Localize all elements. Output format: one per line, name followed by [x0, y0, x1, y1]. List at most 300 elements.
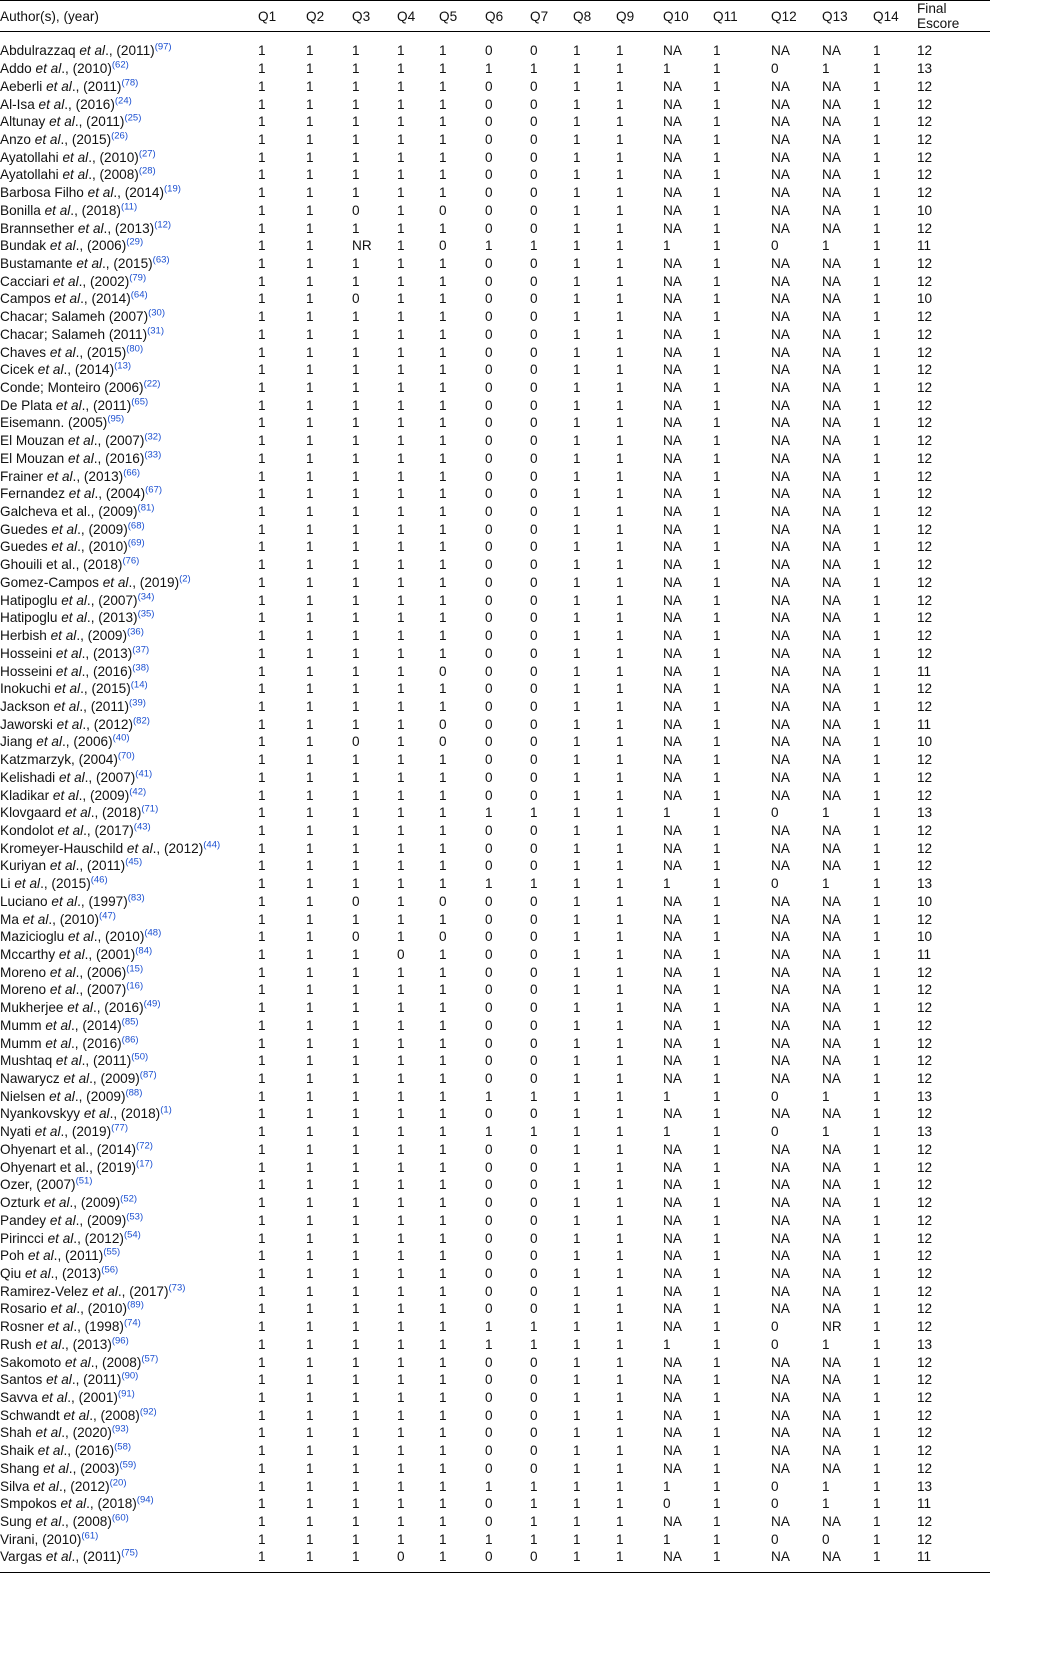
- year: (2007): [105, 433, 145, 449]
- author-cell: Jiang et al., (2006)$^{(40)}$: [0, 732, 130, 750]
- score-cell: 1: [573, 947, 581, 963]
- score-cell: NA: [663, 752, 682, 768]
- score-cell: NA: [771, 521, 790, 537]
- score-cell: 1: [616, 397, 624, 413]
- score-cell: 1: [352, 1053, 360, 1069]
- score-cell: 1: [873, 1514, 881, 1530]
- final-score-cell: 12: [917, 592, 933, 608]
- score-cell: 1: [397, 1177, 405, 1193]
- year: (2018): [83, 557, 123, 573]
- reference-link: (17): [136, 1158, 153, 1170]
- score-cell: 0: [439, 663, 447, 679]
- score-cell: 1: [306, 202, 314, 218]
- score-cell: 0: [530, 1195, 538, 1211]
- score-cell: 1: [616, 805, 624, 821]
- score-cell: NA: [663, 628, 682, 644]
- reference-link: (53): [126, 1211, 144, 1223]
- score-cell: 1: [616, 362, 624, 378]
- score-cell: 1: [573, 1088, 581, 1104]
- final-score-cell: 13: [917, 1088, 933, 1104]
- score-cell: 0: [530, 1159, 538, 1175]
- score-cell: NA: [771, 1017, 790, 1033]
- score-cell: NA: [822, 822, 841, 838]
- score-cell: 1: [397, 1265, 405, 1281]
- et-al: et al: [76, 255, 103, 271]
- year: (2015): [51, 876, 91, 892]
- year: (2010): [87, 1301, 127, 1317]
- table-row: [0, 751, 990, 769]
- score-cell: 1: [306, 78, 314, 94]
- year: (2013): [72, 1336, 112, 1352]
- score-cell: 1: [713, 1106, 721, 1122]
- score-cell: 1: [397, 468, 405, 484]
- score-cell: 0: [530, 1301, 538, 1317]
- table-row: [0, 1371, 990, 1389]
- score-cell: 0: [530, 291, 538, 307]
- score-cell: 0: [485, 1195, 493, 1211]
- score-cell: 1: [713, 1230, 721, 1246]
- score-cell: NA: [822, 716, 841, 732]
- score-cell: 1: [258, 787, 266, 803]
- author-name: Shah: [0, 1425, 32, 1441]
- final-score-cell: 12: [917, 1017, 933, 1033]
- score-cell: NA: [822, 1212, 841, 1228]
- score-cell: NA: [663, 131, 682, 147]
- score-cell: 1: [439, 1514, 447, 1530]
- et-al: et al: [35, 1425, 62, 1441]
- year: (2011): [86, 114, 125, 130]
- score-cell: NA: [771, 822, 790, 838]
- et-al: et al: [68, 929, 94, 945]
- score-cell: 1: [306, 663, 314, 679]
- score-cell: NA: [771, 1301, 790, 1317]
- column-header: Q2: [306, 8, 325, 24]
- author-cell: Savva et al., (2001)$^{(91)}$: [0, 1388, 135, 1405]
- author-cell: Guedes et al., (2010)$^{(69)}$: [0, 537, 145, 555]
- year: (2013): [61, 1265, 102, 1281]
- reference-link: (32): [144, 431, 162, 443]
- reference-link: (27): [138, 148, 156, 160]
- score-cell: NA: [663, 167, 682, 183]
- score-cell: 1: [439, 397, 447, 413]
- score-cell: 0: [530, 716, 538, 732]
- score-cell: NA: [663, 840, 682, 856]
- score-cell: 1: [306, 1159, 314, 1175]
- score-cell: 0: [530, 1372, 538, 1388]
- score-cell: 1: [439, 1071, 447, 1087]
- author-cell: Jackson et al., (2011)$^{(39)}$: [0, 697, 146, 714]
- score-cell: 1: [616, 1212, 624, 1228]
- author-name: Conde; Monteiro: [0, 380, 101, 396]
- et-al: et al: [33, 1478, 59, 1494]
- score-cell: 1: [573, 1443, 581, 1459]
- table-row: [0, 786, 990, 804]
- score-cell: NA: [822, 1141, 841, 1157]
- score-cell: 1: [258, 1000, 266, 1016]
- score-cell: 1: [616, 1460, 624, 1476]
- score-cell: 1: [439, 1265, 447, 1281]
- score-cell: 1: [573, 1531, 581, 1547]
- score-cell: 1: [352, 326, 360, 342]
- final-score-cell: 12: [917, 982, 933, 998]
- et-al: et al: [47, 1319, 74, 1335]
- score-cell: 1: [573, 929, 581, 945]
- score-cell: NA: [663, 1443, 682, 1459]
- score-cell: 1: [616, 504, 624, 520]
- score-cell: 1: [352, 663, 360, 679]
- author-cell: Hosseini et al., (2013)$^{(37)}$: [0, 644, 150, 661]
- score-cell: 1: [397, 1514, 405, 1530]
- author-name: Nielsen: [0, 1088, 46, 1104]
- score-cell: 1: [352, 1035, 360, 1051]
- author-name: Jaworski: [0, 716, 53, 732]
- table-row: [0, 591, 990, 609]
- score-cell: 1: [873, 149, 881, 165]
- score-cell: 1: [573, 433, 581, 449]
- score-cell: NA: [771, 1071, 790, 1087]
- table-row: [0, 698, 990, 716]
- table-row: [0, 768, 990, 786]
- score-cell: 1: [485, 876, 493, 892]
- score-cell: 1: [873, 592, 881, 608]
- author-cell: Chaves et al., (2015)$^{(80)}$: [0, 343, 144, 360]
- score-cell: 1: [873, 114, 881, 130]
- score-cell: 0: [530, 362, 538, 378]
- score-cell: 1: [258, 681, 266, 697]
- final-score-cell: 12: [917, 1000, 933, 1016]
- score-cell: 1: [713, 734, 721, 750]
- score-cell: NA: [771, 344, 790, 360]
- year: (2010): [42, 1531, 82, 1547]
- et-al: et al: [63, 1407, 90, 1423]
- score-cell: 1: [306, 1106, 314, 1122]
- score-cell: 1: [306, 716, 314, 732]
- score-cell: 1: [573, 1336, 581, 1352]
- score-cell: NA: [663, 220, 682, 236]
- score-cell: 1: [397, 663, 405, 679]
- score-cell: 1: [873, 1407, 881, 1423]
- score-cell: 0: [530, 1283, 538, 1299]
- score-cell: 1: [439, 1389, 447, 1405]
- year: (2017): [94, 822, 134, 838]
- score-cell: 1: [713, 202, 721, 218]
- author-name: Cicek: [0, 362, 34, 378]
- score-cell: NA: [663, 1301, 682, 1317]
- score-cell: 1: [573, 238, 581, 254]
- score-cell: 0: [530, 964, 538, 980]
- score-cell: 1: [873, 876, 881, 892]
- score-cell: 1: [352, 96, 360, 112]
- table-row: [0, 963, 990, 981]
- score-cell: 1: [713, 610, 721, 626]
- score-cell: 1: [397, 1088, 405, 1104]
- score-cell: NA: [771, 504, 790, 520]
- score-cell: 0: [485, 1389, 493, 1405]
- score-cell: NA: [771, 752, 790, 768]
- table-row: [0, 733, 990, 751]
- score-cell: 1: [663, 238, 671, 254]
- score-cell: 1: [439, 468, 447, 484]
- score-cell: 1: [397, 1407, 405, 1423]
- score-cell: 0: [530, 557, 538, 573]
- column-header: Q7: [530, 8, 549, 24]
- score-cell: 0: [439, 202, 447, 218]
- year: (2010): [59, 911, 100, 927]
- reference-link: (46): [90, 874, 108, 886]
- score-cell: NA: [771, 468, 790, 484]
- score-cell: NA: [663, 1514, 682, 1530]
- et-al: et al: [47, 1230, 74, 1246]
- table-row: [0, 1105, 990, 1123]
- author-name: Hosseini: [0, 645, 53, 661]
- score-cell: NA: [663, 1354, 682, 1370]
- score-cell: 1: [439, 1460, 447, 1476]
- reference-link: (42): [129, 786, 147, 798]
- score-cell: 1: [573, 610, 581, 626]
- score-cell: 1: [306, 1212, 314, 1228]
- score-cell: 1: [873, 185, 881, 201]
- score-cell: 0: [530, 504, 538, 520]
- score-cell: NA: [771, 397, 790, 413]
- score-cell: 1: [352, 539, 360, 555]
- score-cell: 1: [258, 149, 266, 165]
- score-cell: 1: [873, 291, 881, 307]
- score-cell: 1: [306, 752, 314, 768]
- score-cell: NA: [663, 1549, 682, 1565]
- year: (2020): [72, 1425, 112, 1441]
- score-cell: 1: [573, 202, 581, 218]
- author-name: Al-Isa: [0, 96, 35, 112]
- score-cell: 1: [873, 1265, 881, 1281]
- score-cell: NA: [822, 1425, 841, 1441]
- score-cell: 1: [616, 185, 624, 201]
- author-cell: Fernandez et al., (2004)$^{(67)}$: [0, 484, 163, 502]
- score-cell: 1: [616, 1159, 624, 1175]
- score-cell: NA: [663, 1000, 682, 1016]
- author-name: Moreno: [0, 964, 47, 980]
- score-cell: 1: [616, 698, 624, 714]
- et-al: et al: [44, 202, 71, 218]
- score-cell: 1: [439, 539, 447, 555]
- score-cell: 1: [439, 574, 447, 590]
- score-cell: 1: [616, 1141, 624, 1157]
- et-al: et al: [58, 947, 85, 963]
- score-cell: NA: [822, 220, 841, 236]
- score-cell: 1: [616, 663, 624, 679]
- score-cell: 1: [306, 521, 314, 537]
- score-cell: 1: [616, 291, 624, 307]
- score-cell: 0: [530, 78, 538, 94]
- score-cell: 1: [306, 433, 314, 449]
- score-cell: 1: [439, 645, 447, 661]
- score-cell: 1: [258, 1478, 266, 1494]
- final-score-cell: 12: [917, 1460, 933, 1476]
- score-cell: 1: [258, 1177, 266, 1193]
- score-cell: 0: [352, 734, 360, 750]
- score-cell: 1: [822, 876, 830, 892]
- score-cell: 0: [530, 1000, 538, 1016]
- score-cell: 0: [530, 574, 538, 590]
- score-cell: 1: [306, 539, 314, 555]
- score-cell: 1: [439, 1301, 447, 1317]
- author-cell: [0, 415, 258, 430]
- score-cell: NA: [663, 397, 682, 413]
- score-cell: 1: [530, 805, 538, 821]
- score-cell: 1: [573, 1248, 581, 1264]
- score-cell: 1: [258, 1195, 266, 1211]
- final-score-cell: 11: [917, 663, 932, 679]
- year: (2004): [105, 486, 146, 502]
- score-cell: 0: [485, 521, 493, 537]
- score-cell: 1: [306, 273, 314, 289]
- score-cell: 1: [573, 1053, 581, 1069]
- score-cell: 1: [258, 309, 266, 325]
- reference-link: (15): [126, 963, 144, 975]
- column-header: Q5: [439, 8, 458, 24]
- score-cell: 1: [352, 450, 360, 466]
- score-cell: NA: [822, 610, 841, 626]
- score-cell: 1: [439, 911, 447, 927]
- score-cell: 1: [306, 1443, 314, 1459]
- score-cell: 1: [439, 362, 447, 378]
- author-name: Nawarycz: [0, 1071, 60, 1087]
- author-name: Campos: [0, 291, 51, 307]
- author-name: Rosner: [0, 1319, 44, 1335]
- score-cell: 1: [873, 1159, 881, 1175]
- score-cell: 1: [573, 1230, 581, 1246]
- author-name: Herbish: [0, 628, 47, 644]
- score-cell: 1: [573, 344, 581, 360]
- score-cell: 1: [713, 1195, 721, 1211]
- score-cell: 0: [485, 1425, 493, 1441]
- score-cell: 1: [439, 1141, 447, 1157]
- score-cell: 1: [873, 1000, 881, 1016]
- author-cell: Mumm et al., (2014)$^{(85)}$: [0, 1016, 139, 1033]
- score-cell: 1: [873, 1212, 881, 1228]
- reference-link: (73): [168, 1282, 186, 1294]
- score-cell: 1: [306, 787, 314, 803]
- score-cell: 1: [573, 628, 581, 644]
- score-cell: 1: [306, 114, 314, 130]
- score-cell: NA: [663, 1460, 682, 1476]
- author-name: Abdulrazzaq: [0, 43, 76, 59]
- score-cell: 1: [713, 326, 721, 342]
- score-cell: 1: [397, 291, 405, 307]
- et-al: et al: [46, 1372, 72, 1388]
- score-cell: 1: [352, 220, 360, 236]
- score-cell: 1: [713, 1000, 721, 1016]
- score-cell: 1: [258, 1460, 266, 1476]
- year: (2014): [82, 1017, 122, 1033]
- author-name: Brannsether: [0, 220, 75, 236]
- score-cell: 1: [306, 1017, 314, 1033]
- final-score-cell: 10: [917, 291, 933, 307]
- year: (2015): [113, 255, 153, 271]
- score-cell: 1: [306, 43, 314, 59]
- score-cell: 1: [397, 1478, 405, 1494]
- score-cell: 1: [573, 1389, 581, 1405]
- score-cell: 1: [573, 1283, 581, 1299]
- et-al: et al: [49, 1088, 75, 1104]
- score-cell: 1: [397, 610, 405, 626]
- score-cell: 1: [439, 521, 447, 537]
- score-cell: 1: [352, 273, 360, 289]
- score-cell: 0: [439, 238, 447, 254]
- score-cell: 1: [616, 1336, 624, 1352]
- score-cell: 1: [616, 787, 624, 803]
- score-cell: NA: [663, 450, 682, 466]
- table-row: [0, 414, 990, 432]
- score-cell: 0: [530, 380, 538, 396]
- author-cell: Hatipoglu et al., (2013)$^{(35)}$: [0, 608, 155, 626]
- score-cell: 1: [616, 486, 624, 502]
- author-cell: Nyankovskyy et al., (2018)$^{(1)}$: [0, 1104, 172, 1122]
- score-cell: 1: [306, 947, 314, 963]
- score-cell: 0: [485, 1071, 493, 1087]
- table-row: [0, 148, 990, 166]
- score-cell: 1: [485, 1319, 493, 1335]
- score-cell: 1: [352, 1141, 360, 1157]
- score-cell: 1: [573, 787, 581, 803]
- score-cell: NA: [771, 291, 790, 307]
- year: (2007): [108, 309, 149, 325]
- score-cell: 1: [306, 1035, 314, 1051]
- score-cell: 1: [258, 1035, 266, 1051]
- author-cell: Pandey et al., (2009)$^{(53)}$: [0, 1211, 144, 1228]
- author-name: Mumm: [0, 1035, 42, 1051]
- score-cell: 1: [439, 1177, 447, 1193]
- score-cell: 1: [873, 787, 881, 803]
- score-cell: 1: [573, 876, 581, 892]
- score-cell: NA: [771, 893, 790, 909]
- score-cell: 1: [258, 1017, 266, 1033]
- reference-link: (44): [203, 839, 221, 851]
- score-cell: 0: [485, 433, 493, 449]
- score-cell: 1: [439, 1549, 447, 1565]
- score-cell: 1: [397, 309, 405, 325]
- score-cell: 1: [306, 149, 314, 165]
- score-cell: 1: [713, 1053, 721, 1069]
- author-name: Ozturk: [0, 1195, 41, 1211]
- score-cell: 1: [873, 450, 881, 466]
- final-score-cell: 12: [917, 96, 933, 112]
- final-score-cell: 12: [917, 822, 933, 838]
- score-cell: 1: [397, 539, 405, 555]
- score-cell: 1: [573, 1159, 581, 1175]
- score-cell: 0: [485, 893, 493, 909]
- score-cell: 1: [616, 1301, 624, 1317]
- score-cell: 1: [306, 1283, 314, 1299]
- year: (2019): [71, 1124, 112, 1140]
- score-cell: NA: [822, 964, 841, 980]
- score-cell: 1: [573, 1141, 581, 1157]
- table-row: [0, 875, 990, 893]
- score-cell: 1: [616, 1124, 624, 1140]
- column-header: Q8: [573, 8, 592, 24]
- year: (2018): [81, 202, 121, 218]
- score-cell: 1: [397, 273, 405, 289]
- score-cell: NA: [822, 1248, 841, 1264]
- final-score-cell: 12: [917, 450, 933, 466]
- score-cell: 1: [258, 663, 266, 679]
- score-cell: 1: [397, 78, 405, 94]
- score-cell: 1: [439, 149, 447, 165]
- score-cell: 1: [352, 344, 360, 360]
- score-cell: 1: [258, 592, 266, 608]
- author-name: Mushtaq: [0, 1053, 53, 1069]
- score-cell: 0: [439, 734, 447, 750]
- et-al: et al: [27, 1248, 54, 1264]
